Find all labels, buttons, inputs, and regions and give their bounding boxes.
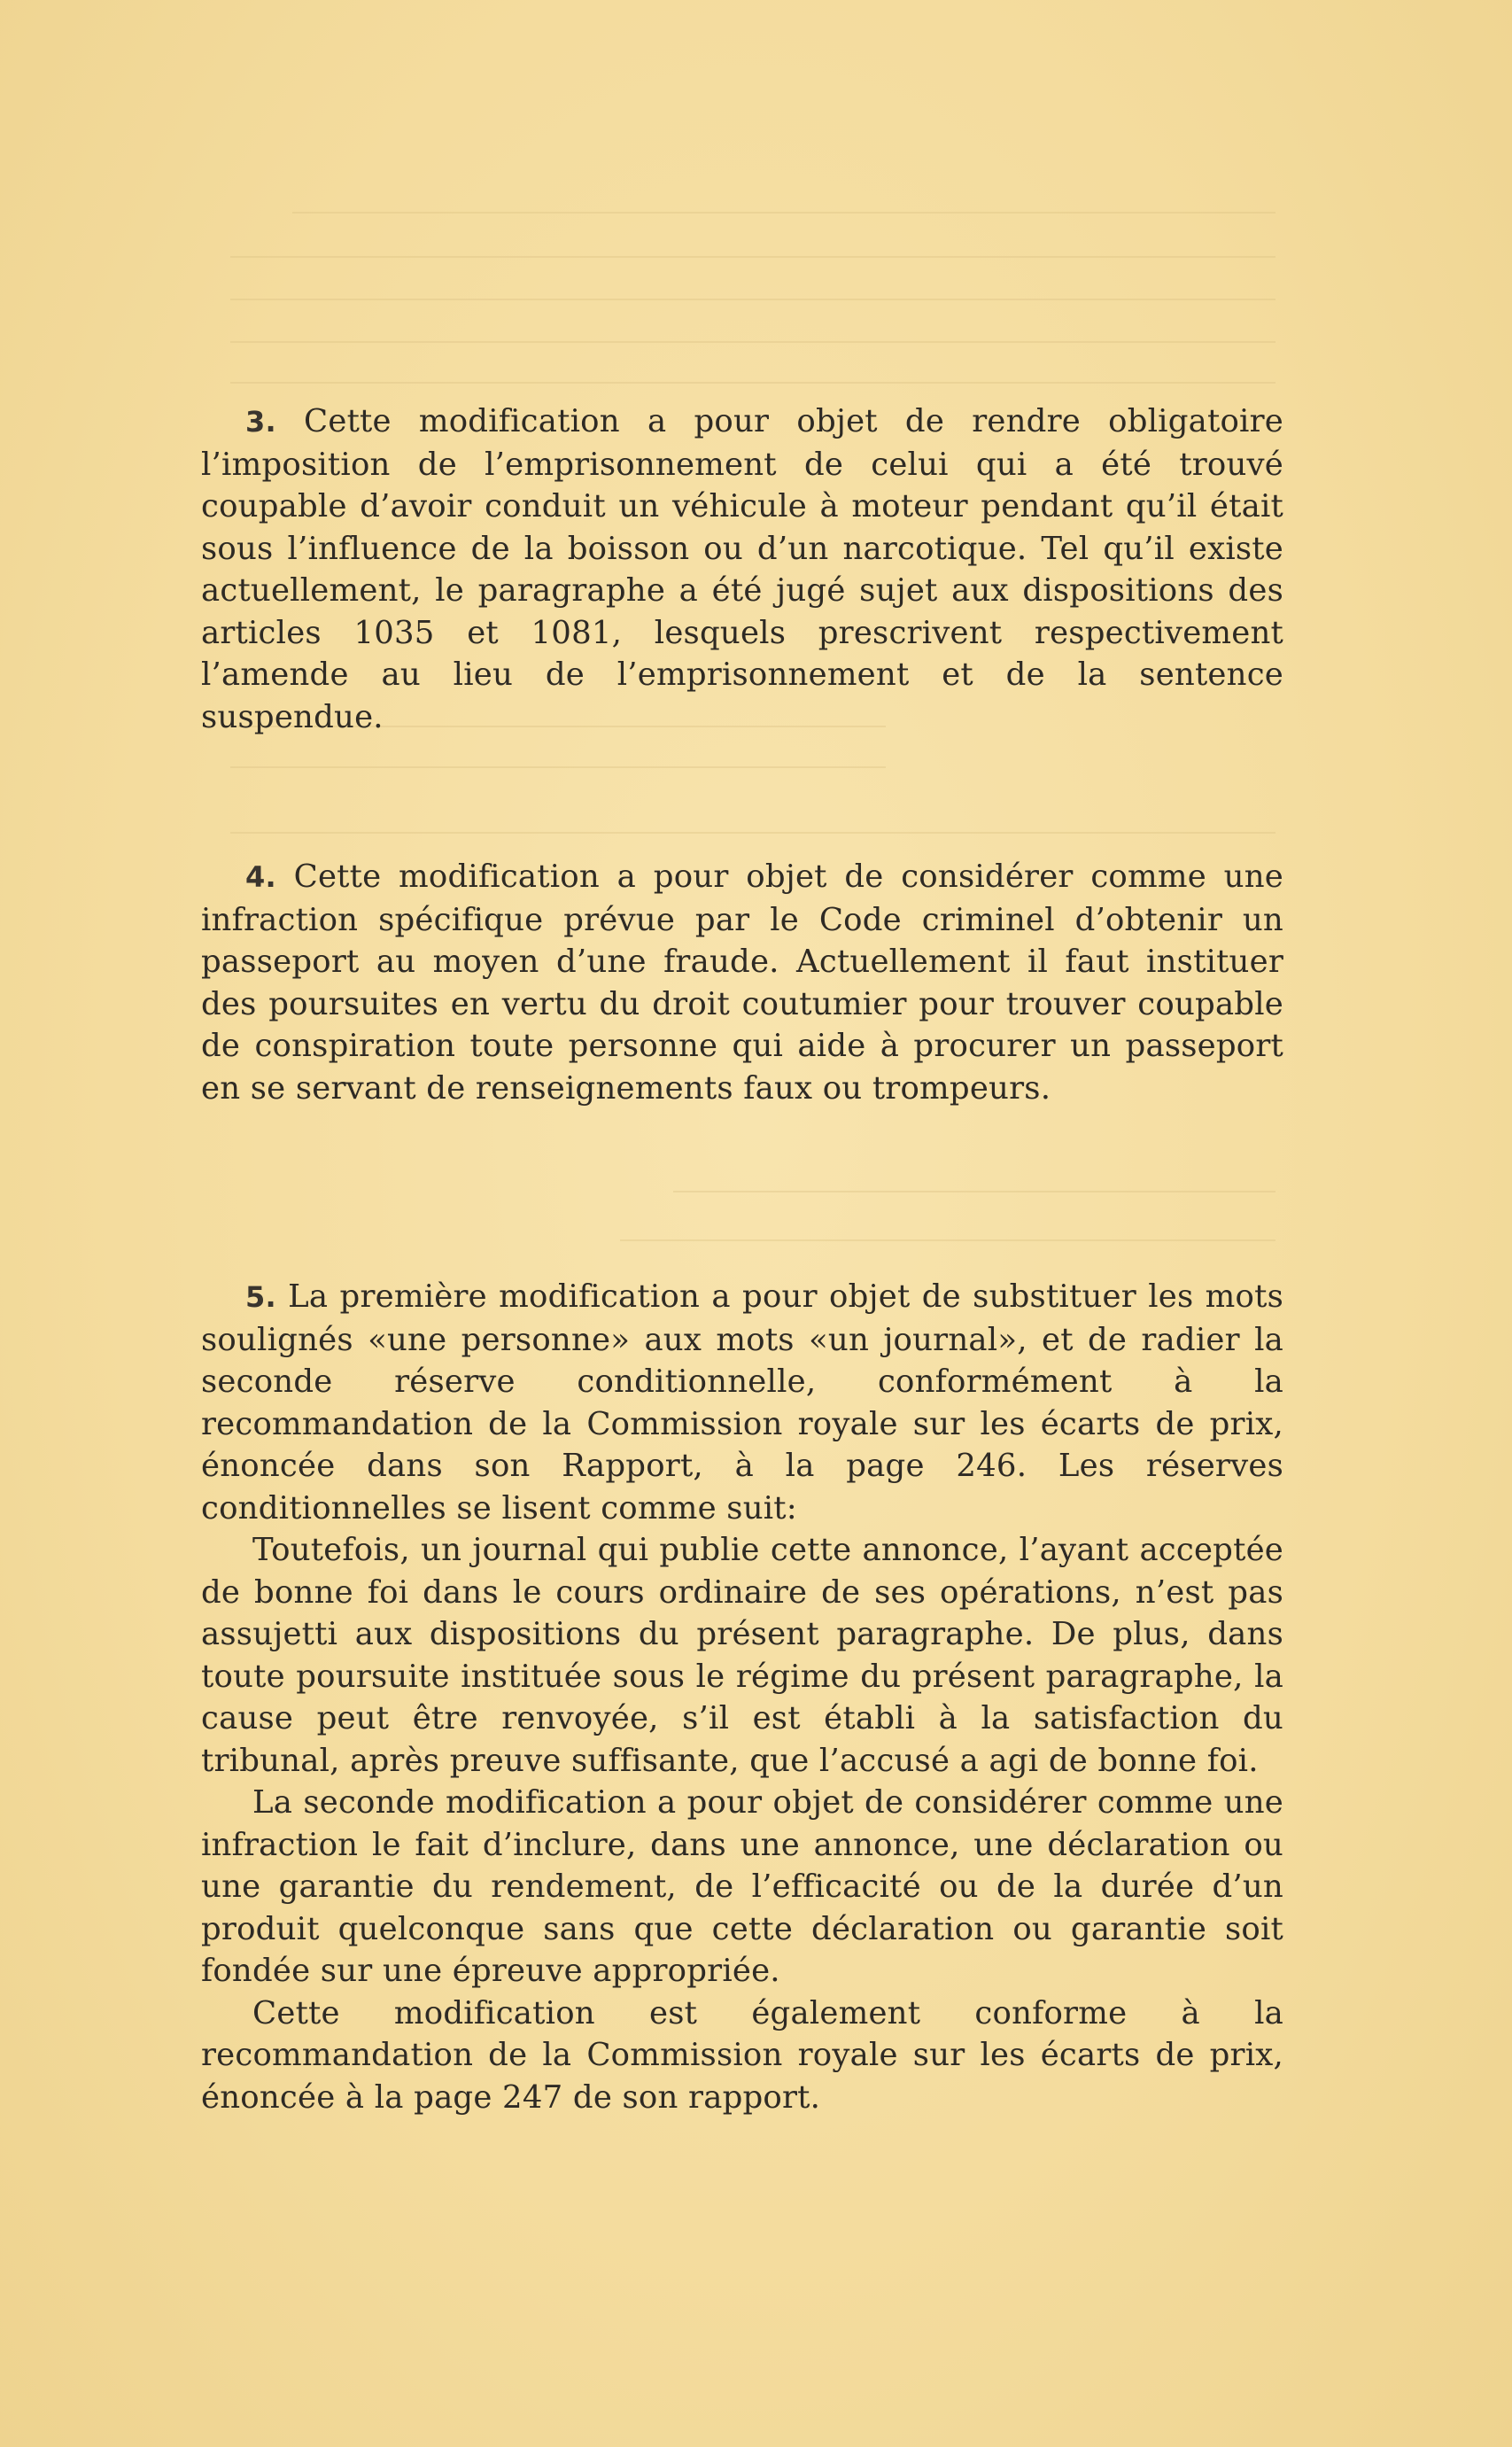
note-paragraph [201, 1276, 1283, 1529]
note-paragraph: Cette modification est également conforme à la recommandation de la Commission royale sur les écarts de prix, énoncée à la page 247 de son rapport. [201, 1994, 1283, 2116]
paragraph-text: Cette modification a pour objet de considérer comme une infraction spécifique prévue par le Code criminel d’obtenir un passeport au moyen d’une fraude. Actuellement il faut instituer des poursuites en vertu du droit coutumier pour trouver coupable de conspiration toute personne qui aide à procurer un passeport en se servant de renseignements faux ou trompeurs. [201, 858, 1283, 1107]
note-paragraph: Toutefois, un journal qui publie cette annonce, l’ayant acceptée de bonne foi dans le cours ordinaire de ses opérations, n’est pas assujetti aux dispositions du présent paragraphe. De plus, dans toute poursuite instituée sous le régime du présent paragraphe, la cause peut être renvoyée, s’il est établi à la satisfaction du tribunal, après preuve suffisante, que l’accusé a agi de bonne foi. [201, 1532, 1283, 1779]
note-section-3 [201, 400, 1283, 738]
note-section-4 [201, 856, 1283, 1109]
note-paragraph [201, 856, 1283, 1109]
section-number: 4. [245, 860, 276, 894]
note-paragraph: La seconde modification a pour objet de considérer comme une infraction le fait d’inclure, dans une annonce, une déclaration ou une garantie du rendement, de l’efficacité ou de la durée d’un produit quelconque sans que cette déclaration ou garantie soit fondée sur une épreuve appropriée. [201, 1784, 1283, 1989]
note-paragraph [201, 400, 1283, 738]
paragraph-text: La première modification a pour objet de substituer les mots soulignés «une personne» aux mots «un journal», et de radier la seconde réserve conditionnelle, conformément à la recommandation de la Commission royale sur les écarts de prix, énoncée dans son Rapport, à la page 246. Les réserves conditionnelles se lisent comme suit: [201, 1278, 1283, 1526]
note-section-5 [201, 1276, 1283, 2118]
paragraph-text: Cette modification a pour objet de rendre obligatoire l’imposition de l’emprisonnement de celui qui a été trouvé coupable d’avoir conduit un véhicule à moteur pendant qu’il était sous l’influence de la boisson ou d’un narcotique. Tel qu’il existe actuellement, le paragraphe a été jugé sujet aux dispositions des articles 1035 et 1081, lesquels prescrivent respectivement l’amende au lieu de l’emprisonnement et de la sentence suspendue. [201, 403, 1283, 735]
section-number: 5. [245, 1280, 276, 1314]
section-number: 3. [245, 405, 276, 439]
